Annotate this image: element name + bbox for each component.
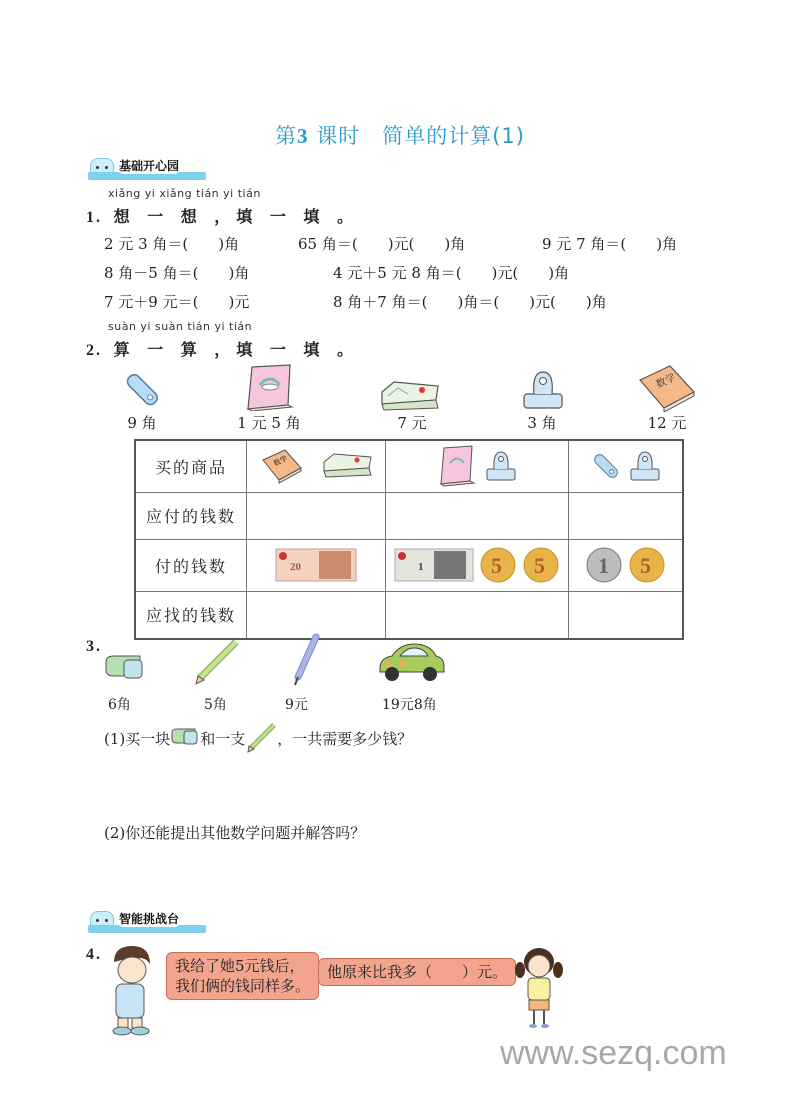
question-number: 1. [86,209,102,226]
table-row-change [135,591,683,639]
pencil-box-icon [321,452,373,480]
item-price: 1 元 5 角 [237,414,301,432]
speech-line: 我给了她5元钱后， [175,957,305,975]
q1-item: 7 元＋9 元＝( )元 [104,293,250,311]
q3-subquestion-1 [104,722,412,754]
svg-text:20: 20 [290,561,301,573]
page-title [0,120,800,150]
boy-speech-bubble [166,952,319,1000]
answer-cell[interactable] [247,591,386,639]
coin-5-jiao-icon [522,546,560,584]
item-price: 3 角 [527,414,557,432]
answer-cell[interactable] [569,492,684,539]
svg-text:5: 5 [491,553,502,578]
question-number: 3. [86,638,102,655]
q3-subquestion-2: (2)你还能提出其他数学问题并解答吗？ [104,824,366,842]
item-price: 7 元 [397,414,427,432]
question-heading-text: 算 一 算 ，填 一 填 。 [113,340,360,359]
row-label: 付的钱数 [135,539,247,591]
table-row-payable [135,492,683,539]
item-price: 9元 [285,697,308,713]
item-price: 12 元 [647,414,687,432]
pencil-icon [245,722,277,754]
answer-cell[interactable] [247,492,386,539]
banknote-1-icon [394,548,474,582]
answer-cell[interactable] [386,492,569,539]
speech-line: 我们俩的钱同样多。 [175,977,311,995]
q2-heading [86,337,359,360]
goods-cell [386,440,569,492]
goods-cell [569,440,684,492]
question-heading-text: 想 一 想 ，填 一 填 。 [113,207,360,226]
shopping-table [134,439,684,640]
text: (1)买一块 [104,729,171,748]
question-number: 4. [86,946,102,963]
girl-speech-bubble: 他原来比我多（ ）元。 [318,958,516,986]
math-book-icon [636,364,698,412]
row-label: 应找的钱数 [135,591,247,639]
section-label: 基础开心园 [116,157,182,174]
toy-car-icon [376,640,446,684]
q1-item: 4 元＋5 元 8 角＝( )元( )角 [333,264,570,282]
pencil-icon [190,638,240,688]
q1-heading [86,204,359,227]
section-banner-basic [88,155,206,181]
section-label: 智能挑战台 [116,910,182,927]
svg-text:5: 5 [640,553,652,578]
pencil-sharpener-icon [589,449,623,483]
svg-text:1: 1 [417,561,424,573]
item-price: 5角 [204,697,227,713]
pen-icon [288,633,322,687]
q4-number [86,944,102,964]
boy-character-icon [104,944,156,1036]
svg-text:数学: 数学 [272,454,289,469]
answer-cell[interactable] [569,591,684,639]
answer-cell[interactable] [386,591,569,639]
text: ，一共需要多少钱？ [277,729,413,748]
clip-icon [484,449,518,483]
q2-pinyin: suàn yi suàn tián yi tián [108,320,253,333]
q1-item: 8 角＋7 角＝( )角＝( )元( )角 [333,293,607,311]
watermark: www.sezq.com [500,1034,727,1072]
item-price: 9 角 [127,414,157,432]
clip-icon [520,368,566,412]
coin-1-yuan-icon [585,546,623,584]
notebook-icon [436,445,478,487]
item-price: 6角 [108,697,131,713]
title-prefix: 第 [275,124,298,148]
notebook-icon [240,363,300,411]
section-banner-challenge [88,908,206,934]
question-number: 2. [86,342,102,359]
q1-item: 8 角－5 角＝( )角 [104,264,250,282]
paid-cell [247,539,386,591]
girl-character-icon [514,944,564,1030]
svg-text:数学: 数学 [654,372,678,391]
q3-number [86,636,102,656]
q1-item: 9 元 7 角＝( )角 [542,235,678,253]
eraser-icon [102,654,146,684]
paid-cell [569,539,684,591]
svg-text:1: 1 [597,553,609,578]
q1-item: 2 元 3 角＝( )角 [104,235,240,253]
coin-5-jiao-icon [628,546,666,584]
q1-item: 65 角＝( )元( )角 [298,235,466,253]
eraser-icon [170,728,200,748]
row-label: 应付的钱数 [135,492,247,539]
row-label: 买的商品 [135,440,247,492]
title-text: 课时 简单的计算(1) [316,124,525,148]
table-row-paid [135,539,683,591]
pencil-box-icon [378,380,442,412]
svg-text:5: 5 [534,553,546,578]
text: 和一支 [200,729,246,748]
banknote-20-icon [275,548,357,582]
title-lesson-number: 3 [297,124,309,148]
q1-pinyin: xiǎng yi xiǎng tián yi tián [108,187,261,200]
paid-cell [386,539,569,591]
goods-cell [247,440,386,492]
item-price: 19元8角 [382,697,437,713]
coin-5-jiao-icon [479,546,517,584]
clip-icon [628,449,662,483]
math-book-icon [259,448,305,484]
table-row-goods [135,440,683,492]
pencil-sharpener-icon [120,368,164,412]
